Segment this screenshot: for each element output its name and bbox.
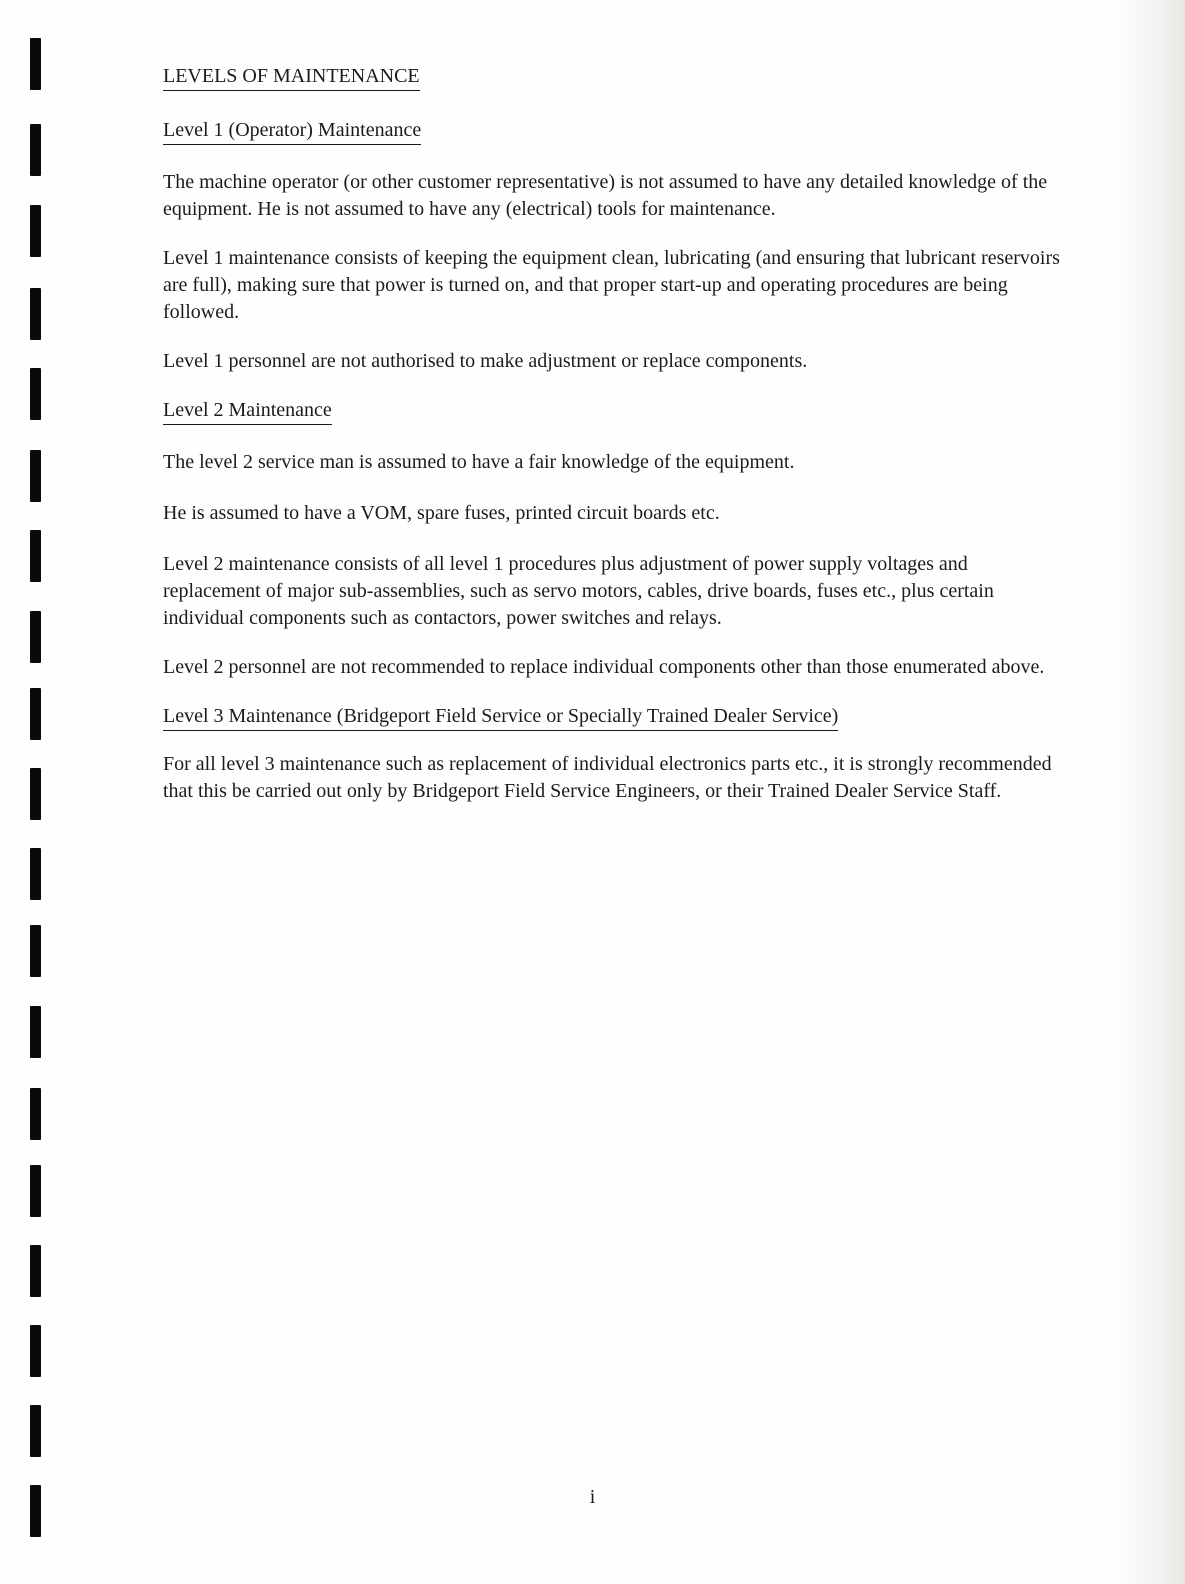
- binding-hole: [30, 1245, 41, 1297]
- binding-hole: [30, 38, 41, 90]
- binding-hole: [30, 368, 41, 420]
- binding-hole: [30, 611, 41, 663]
- binding-hole: [30, 288, 41, 340]
- binding-hole: [30, 205, 41, 257]
- binding-hole: [30, 1325, 41, 1377]
- binding-hole: [30, 1006, 41, 1058]
- document-body: [163, 63, 1063, 805]
- document-title: LEVELS OF MAINTENANCE: [163, 64, 420, 91]
- binding-hole: [30, 530, 41, 582]
- paragraph: For all level 3 maintenance such as replacement of individual electronics parts etc., it is strongly recommended that this be carried out only by Bridgeport Field Service Engineers, or their Trained Dealer Service Staff.: [163, 753, 1052, 802]
- paragraph: The level 2 service man is assumed to have a fair knowledge of the equipment.: [163, 451, 795, 473]
- section-heading-level-3: Level 3 Maintenance (Bridgeport Field Service or Specially Trained Dealer Service): [163, 704, 838, 731]
- binding-hole: [30, 848, 41, 900]
- page-number: i: [589, 1486, 596, 1508]
- binding-hole: [30, 124, 41, 176]
- binding-hole: [30, 1405, 41, 1457]
- binding-hole: [30, 1165, 41, 1217]
- binding-hole: [30, 688, 41, 740]
- binding-hole: [30, 768, 41, 820]
- paragraph: Level 1 personnel are not authorised to make adjustment or replace components.: [163, 350, 808, 372]
- paragraph: Level 2 maintenance consists of all level 1 procedures plus adjustment of power supply voltages and replacement of major sub-assemblies, such as servo motors, cables, drive boards, fuses etc., plus certain individual components such as contactors, power switches and relays.: [163, 553, 994, 629]
- binding-hole: [30, 1088, 41, 1140]
- paragraph: Level 2 personnel are not recommended to replace individual components other than those enumerated above.: [163, 656, 1045, 678]
- binding-hole: [30, 450, 41, 502]
- paragraph: Level 1 maintenance consists of keeping the equipment clean, lubricating (and ensuring that lubricant reservoirs are full), making sure that power is turned on, and that proper start-up and operating procedures are being followed.: [163, 247, 1060, 323]
- paragraph: The machine operator (or other customer representative) is not assumed to have any detailed knowledge of the equipment. He is not assumed to have any (electrical) tools for maintenance.: [163, 171, 1048, 220]
- section-heading-level-1: Level 1 (Operator) Maintenance: [163, 118, 421, 145]
- section-heading-level-2: Level 2 Maintenance: [163, 398, 332, 425]
- binding-holes: [30, 0, 42, 1584]
- paragraph: He is assumed to have a VOM, spare fuses, printed circuit boards etc.: [163, 502, 720, 524]
- binding-hole: [30, 925, 41, 977]
